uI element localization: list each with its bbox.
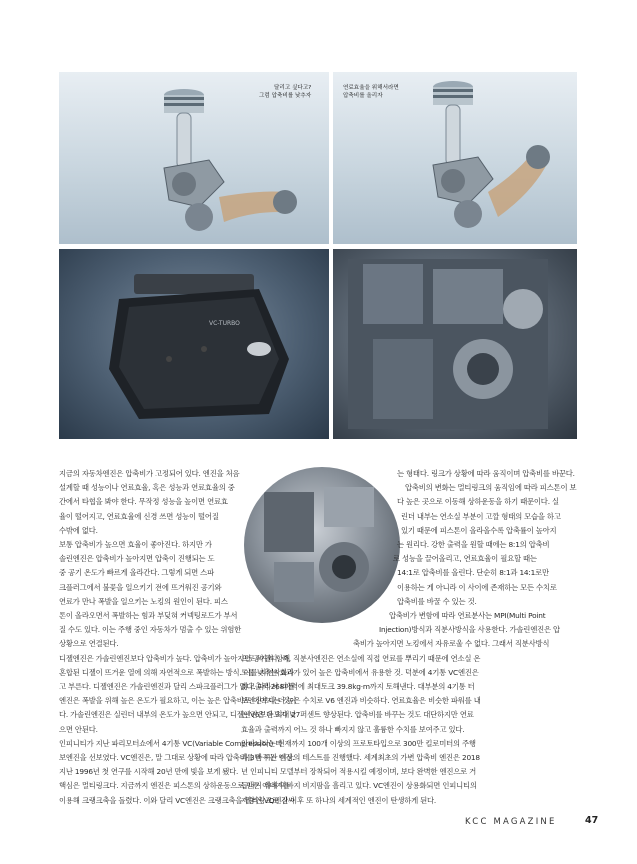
body-left-line: 으면 안된다. [59, 724, 98, 734]
body-left-line: 중 공기 온도가 빠르게 올라간다. 그렇게 되면 스파 [59, 568, 214, 578]
body-right-line: 최고출력 268마력에 최대토크 39.8kg·m까지 토해낸다. 대부분의 4기통 터 [241, 682, 475, 692]
body-right-line: 효율과 출력까지 어느 것 하나 빠지지 않고 훌륭한 수치를 보여주고 있다. [241, 724, 465, 734]
caption-right [343, 84, 399, 100]
body-left-line: 수밖에 없다. [59, 525, 98, 535]
body-left-line: 엔진은 폭발을 위해 높은 온도가 필요하고, 이는 높은 압축비로 이어지는 것이 [59, 696, 297, 706]
body-left-line: 상황으로 연결된다. [59, 639, 119, 649]
body-right-line: 으로 바뀐다. 즉, 직분사엔진은 연소실에 직접 연료를 뿌리기 때문에 연소실 온 [241, 653, 481, 663]
body-right-line: 다 높은 곳으로 이동해 상하운동을 하기 때문이다. 실 [397, 497, 559, 507]
body-right-line: 압축비를 바꿀 수 있는 것. [397, 596, 477, 606]
body-left-line: 지금의 자동차엔진은 압축비가 고정되어 있다. 엔진을 처음 [59, 469, 240, 478]
body-right-line: 축비가 높아지면 노킹에서 자유로울 수 없다. 그래서 직분사방식 [353, 639, 550, 649]
engine-cover-illustration [59, 249, 329, 439]
body-left-line: 간에서 타협을 봐야 한다. 무작정 성능을 높이면 연료효 [59, 497, 228, 507]
body-right-line: 인피니티는 현재까지 100개 이상의 프로토타입으로 300만 킬로미터의 주행 [241, 738, 476, 748]
engine-cutaway-image [333, 249, 577, 439]
body-left-line: 이용해 크랭크축을 돌렸다. 이와 달리 VC엔진은 크랭크축을 멀티링크로 감싸 [59, 795, 295, 805]
body-left-line: 율이 떨어지고, 연료효율에 신경 쓰면 성능이 떨어질 [59, 511, 219, 521]
body-left-line: 설계할 때 성능이나 연료효율, 혹은 성능과 연료효율의 중 [59, 483, 235, 493]
body-right-line: 압축비가 변함에 따라 연료분사는 MPI(Multi Point [389, 611, 546, 621]
body-right-line: 듭나기 위해 막바지 비지땀을 흘리고 있다. VC엔진이 상용화되면 인피니티의 [241, 781, 477, 791]
body-right-line: 도를 낮추는 효과가 있어 높은 압축비에서 유용한 것. 덕분에 4기통 VC엔진은 [241, 667, 479, 677]
body-left-line: 고 부른다. 디젤엔진은 가솔린엔진과 달리 스파크플러그가 없다. 따라서 디젤 [59, 682, 295, 692]
caption-left-line-1: 달리고 싶다고? [274, 85, 312, 91]
body-right-line: 린더 내부는 연소실 부분이 고깔 형태의 모습을 하고 [401, 511, 561, 521]
engine-cover-image [59, 249, 329, 439]
body-right-line: 있기 때문에 피스톤이 올라올수록 압축률이 높아지 [401, 525, 557, 535]
body-right-line: 압축비의 변화는 멀티링크의 움직임에 따라 피스톤이 보 [405, 483, 577, 493]
body-left-line: 다. 가솔린엔진은 실린더 내부의 온도가 높으면 안되고, 디젤엔진은 온도가 낮 [59, 710, 297, 720]
page-number: 47 [585, 815, 599, 826]
body-left-line: 핵심은 멀티링크다. 지금까지 엔진은 피스톤의 상하운동으로 만든 에너지를 [59, 781, 290, 791]
caption-left-line-2: 그럼 압축비를 낮추자 [259, 93, 312, 99]
body-right-line: 14:1로 압축비를 올린다. 단순히 8:1과 14:1로만 [397, 568, 549, 578]
caption-left [259, 84, 311, 100]
body-right-line: 는 원리다. 강한 출력을 원할 때에는 8:1의 압축비 [397, 540, 550, 550]
body-left-line: 디젤엔진은 가솔린엔진보다 압축비가 높다. 압축비가 높아지면 공기와 함께 [59, 653, 290, 663]
caption-right-line-2: 압축비를 올리자 [343, 93, 383, 99]
body-left-line: 보통 압축비가 높으면 효율이 좋아진다. 하지만 가 [59, 540, 212, 550]
body-left-line: 연료가 만나 폭발을 일으키는 노킹의 원인이 된다. 피스 [59, 596, 228, 606]
body-left-line: 질 수도 있다. 이는 주행 중인 자동차가 멈출 수 있는 위험한 [59, 625, 242, 635]
body-right-line: 과 3만 시간 이상의 테스트를 진행했다. 세계최초의 가변 압축비 엔진은 2018 [241, 753, 480, 763]
multilink-high-compression-image [333, 72, 577, 244]
body-right-line: 이용하는 게 아니라 이 사이에 존재하는 모든 수치로 [397, 582, 557, 592]
body-left-line: 혼합된 디젤이 뜨거운 열에 의해 자연적으로 폭발하는 방식. 이를 자연착화라 [59, 667, 295, 677]
body-left-line: 보엔진을 선보였다. VC엔진은, 말 그대로 상황에 따라 압축비를 바꾸는 엔진. [59, 753, 295, 763]
body-left-line: 인피니티가 지난 파리모터쇼에서 4기통 VC(Variable Compression) 터 [59, 738, 283, 748]
engine-cover-logo-text: VC-TURBO [209, 320, 240, 327]
body-right-line: 년 인피니티 모델부터 장착되어 적용시킬 예정이며, 보다 완벽한 엔진으로 거 [241, 767, 477, 777]
body-text-right [241, 467, 577, 808]
caption-right-line-1: 연료효율을 위해서라면 [343, 85, 399, 91]
body-right-line: 로 성능을 끌어올리고, 연료효율이 필요할 때는 [393, 554, 537, 564]
body-left-line: 지난 1996년 첫 연구를 시작해 20년 만에 빛을 보게 됐다. [59, 767, 239, 777]
body-right-line: 는 V6보다 최대 27퍼센트 향상된다. 압축비를 바꾸는 것도 대단하지만 연료 [241, 710, 474, 720]
multilink-low-compression-image [59, 72, 329, 244]
body-right-line: 보엔진보다 더 높은 수치로 V6 엔진과 비슷하다. 연료효율은 비슷한 파워를 내 [241, 696, 481, 706]
body-right-line: Injection)방식과 직분사방식을 사용한다. 가솔린엔진은 압 [379, 625, 560, 635]
body-left-line: 톤이 올라오면서 폭발하는 힘과 부딪혀 커넥팅로드가 부서 [59, 611, 238, 621]
body-left-line: 솔린엔진은 압축비가 높아지면 압축이 진행되는 도 [59, 554, 215, 564]
body-right-line: 는 형태다. 링크가 상황에 따라 움직이며 압축비를 바꾼다. [397, 469, 575, 478]
magazine-name: KCC MAGAZINE [465, 817, 557, 827]
engine-cutaway-illustration [333, 249, 577, 439]
body-right-line: 자랑인 VQ엔진 이후 또 하나의 세계적인 엔진이 탄생하게 된다. [241, 795, 437, 805]
body-left-line: 크플러그에서 불꽃을 일으키기 전에 뜨거워진 공기와 [59, 582, 222, 592]
